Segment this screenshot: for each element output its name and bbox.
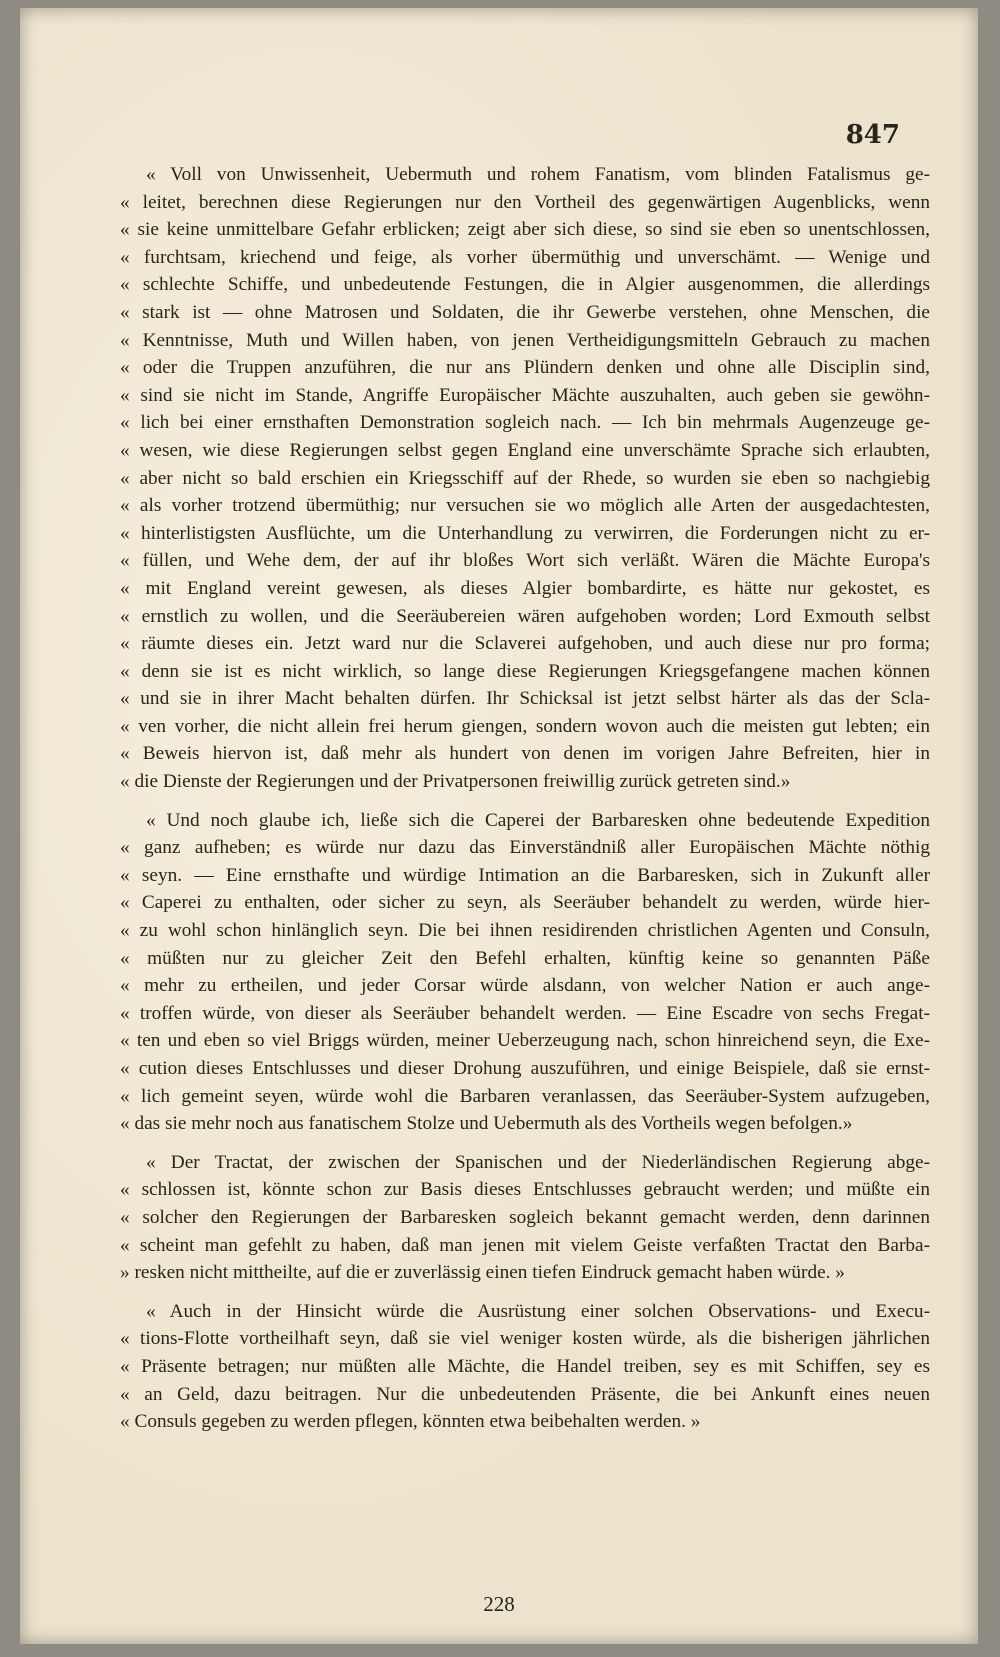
body-text [120, 161, 930, 1436]
text-line: « sie keine unmittelbare Gefahr erblicken; zeigt aber sich diese, so sind sie eben so unentschlossen, [120, 219, 930, 241]
text-line: « das sie mehr noch aus fanatischem Stolze und Uebermuth als des Vortheils wegen befolgen.» [120, 1113, 853, 1135]
text-line: « Präsente betragen; nur müßten alle Mächte, die Handel treiben, sey es mit Schiffen, sey es [120, 1355, 930, 1377]
text-line: « Caperei zu enthalten, oder sicher zu seyn, als Seeräuber behandelt zu werden, würde hier- [120, 892, 930, 914]
text-line: « Beweis hiervon ist, daß mehr als hundert von denen im vorigen Jahre Befreiten, hier in [120, 743, 930, 765]
text-line: « Und noch glaube ich, ließe sich die Caperei der Barbaresken ohne bedeutende Expedition [146, 809, 930, 831]
text-line: » resken nicht mittheilte, auf die er zuverlässig einen tiefen Eindruck gemacht haben würde. » [120, 1262, 845, 1284]
text-line: « mehr zu ertheilen, und jeder Corsar würde alsdann, von welcher Nation er auch ange- [120, 975, 930, 997]
text-line: « und sie in ihrer Macht behalten dürfen. Ihr Schicksal ist jetzt selbst härter als das der Scla- [120, 688, 930, 710]
book-page [20, 8, 978, 1644]
text-line: « wesen, wie diese Regierungen selbst gegen England eine unverschämte Sprache sich erlaubten, [120, 439, 930, 461]
text-line: « furchtsam, kriechend und feige, als vorher übermüthig und unverschämt. — Wenige und [120, 246, 930, 268]
paragraph-2 [120, 807, 930, 1138]
text-line: « ernstlich zu wollen, und die Seeräubereien wären aufgehoben worden; Lord Exmouth selbst [120, 605, 930, 627]
text-line: « solcher den Regierungen der Barbaresken sogleich bekannt gemacht werden, denn darinnen [120, 1206, 930, 1228]
text-line: « füllen, und Wehe dem, der auf ihr bloßes Wort sich verläßt. Wären die Mächte Europa's [120, 550, 930, 572]
text-line: « troffen würde, von dieser als Seeräuber behandelt werden. — Eine Escadre von sechs Fregat- [120, 1002, 930, 1024]
text-line: « ganz aufheben; es würde nur dazu das Einverständniß aller Europäischen Mächte nöthig [120, 837, 930, 859]
text-line: « sind sie nicht im Stande, Angriffe Europäischer Mächte auszuhalten, auch geben sie gewöhn- [120, 384, 930, 406]
text-line: « als vorher trotzend übermüthig; nur versuchen sie wo möglich alle Arten der ausgedachtesten, [120, 495, 930, 517]
text-line: « schlechte Schiffe, und unbedeutende Festungen, die in Algier ausgenommen, die allerdings [120, 274, 930, 296]
text-line: « tions-Flotte vortheilhaft seyn, daß sie viel weniger kosten würde, als die bisherigen jährlichen [120, 1328, 930, 1350]
text-line: « Auch in der Hinsicht würde die Ausrüstung einer solchen Observations- und Execu- [146, 1300, 930, 1322]
text-line: « lich gemeint seyen, würde wohl die Barbaren veranlassen, das Seeräuber-System aufzugeben, [120, 1085, 930, 1107]
text-line: « scheint man gefehlt zu haben, daß man jenen mit vielem Geiste verfaßten Tractat den Barba- [120, 1234, 930, 1256]
paragraph-1 [120, 161, 930, 796]
paragraph-4 [120, 1298, 930, 1436]
text-line: « räumte dieses ein. Jetzt ward nur die Sclaverei aufgehoben, und auch diese nur pro forma; [120, 633, 930, 655]
text-line: « Der Tractat, der zwischen der Spanischen und der Niederländischen Regierung abge- [146, 1151, 930, 1173]
text-line: « seyn. — Eine ernsthafte und würdige Intimation an die Barbaresken, sich in Zukunft aller [120, 864, 930, 886]
text-line: « Voll von Unwissenheit, Uebermuth und rohem Fanatism, vom blinden Fatalismus ge- [146, 164, 930, 185]
text-line: « mit England vereint gewesen, als dieses Algier bombardirte, es hätte nur gekostet, es [120, 577, 930, 599]
text-line: « zu wohl schon hinlänglich seyn. Die bei ihnen residirenden christlichen Agenten und Consuln, [120, 920, 930, 942]
text-line: « ven vorher, die nicht allein frei herum giengen, sondern wovon auch die meisten gut lebten; ein [120, 715, 930, 737]
paragraph-3 [120, 1149, 930, 1287]
text-line: « die Dienste der Regierungen und der Privatpersonen freiwillig zurück getreten sind.» [120, 771, 791, 793]
text-line: « Consuls gegeben zu werden pflegen, könnten etwa beibehalten werden. » [120, 1411, 701, 1433]
text-line: « lich bei einer ernsthaften Demonstration sogleich nach. — Ich bin mehrmals Augenzeuge ge- [120, 412, 930, 434]
signature-mark: 228 [483, 1592, 515, 1616]
text-line: « denn sie ist es nicht wirklich, so lange diese Regierungen Kriegsgefangene machen können [120, 660, 930, 682]
text-line: « müßten nur zu gleicher Zeit den Befehl erhalten, künftig keine so genannten Päße [120, 947, 930, 969]
text-line: « ten und eben so viel Briggs würden, meiner Ueberzeugung nach, schon hinreichend seyn, die Exe- [120, 1030, 930, 1052]
page-number: 847 [845, 120, 900, 150]
text-line: « Kenntnisse, Muth und Willen haben, von jenen Vertheidigungsmitteln Gebrauch zu machen [120, 329, 930, 351]
text-line: « schlossen ist, könnte schon zur Basis dieses Entschlusses gebraucht werden; und müßte ein [120, 1179, 930, 1201]
text-line: « cution dieses Entschlusses und dieser Drohung auszuführen, und einige Beispiele, daß sie ernst- [120, 1058, 930, 1079]
text-line: « aber nicht so bald erschien ein Kriegsschiff auf der Rhede, so wurden sie eben so nachgiebig [120, 467, 930, 489]
text-line: « an Geld, dazu beitragen. Nur die unbedeutenden Präsente, die bei Ankunft eines neuen [120, 1383, 930, 1405]
text-line: « oder die Truppen anzuführen, die nur ans Plündern denken und ohne alle Disciplin sind, [120, 357, 930, 379]
text-line: « leitet, berechnen diese Regierungen nur den Vortheil des gegenwärtigen Augenblicks, wenn [120, 191, 930, 213]
text-line: « stark ist — ohne Matrosen und Soldaten, die ihr Gewerbe verstehen, ohne Menschen, die [120, 301, 930, 323]
text-line: « hinterlistigsten Ausflüchte, um die Unterhandlung zu verwirren, die Forderungen nicht zu er- [120, 522, 930, 544]
